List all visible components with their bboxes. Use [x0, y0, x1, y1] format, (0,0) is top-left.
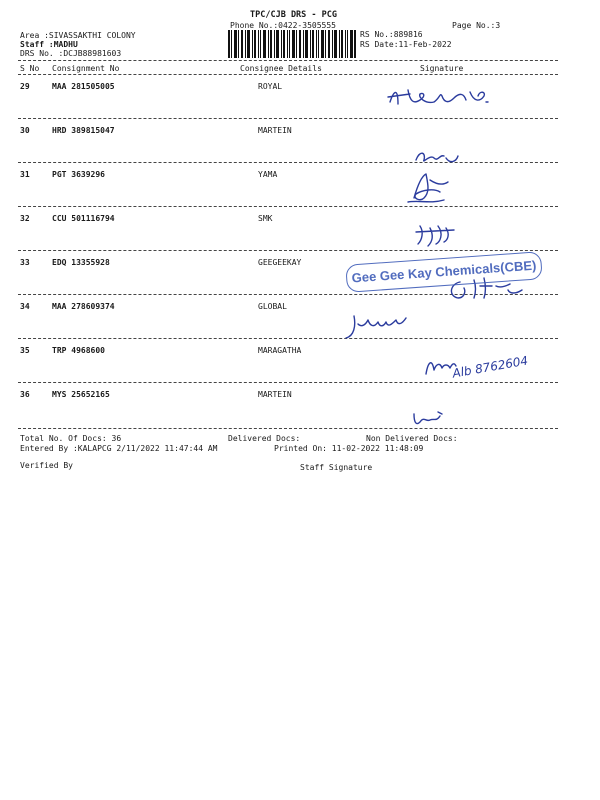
- consignee-name: YAMA: [258, 170, 278, 179]
- divider: [18, 382, 558, 383]
- divider: [18, 338, 558, 339]
- printed-on: Printed On: 11-02-2022 11:48:09: [274, 444, 424, 453]
- consignment-number: HRD 389815047: [52, 126, 115, 135]
- staff-label: Staff :MADHU: [20, 40, 78, 49]
- consignee-name: SMK: [258, 214, 273, 223]
- col-signature: Signature: [420, 64, 464, 73]
- col-consignee: Consignee Details: [240, 64, 322, 73]
- row-number: 34: [20, 302, 30, 311]
- company-stamp: Gee Gee Kay Chemicals(CBE): [345, 251, 542, 293]
- page-number: Page No.:3: [452, 21, 501, 30]
- divider: [18, 60, 558, 61]
- staff-signature-label: Staff Signature: [300, 463, 373, 472]
- area-label: Area :SIVASSAKTHI COLONY: [20, 31, 136, 40]
- signature-yama: [400, 170, 460, 206]
- consignment-number: TRP 4968600: [52, 346, 105, 355]
- consignment-number: MAA 281505005: [52, 82, 115, 91]
- consignee-name: MARTEIN: [258, 126, 292, 135]
- divider: [18, 206, 558, 207]
- divider: [18, 74, 558, 75]
- signature-royal: [380, 80, 510, 116]
- delivered-docs: Delivered Docs:: [228, 434, 301, 443]
- non-delivered-docs: Non Delivered Docs:: [366, 434, 458, 443]
- divider: [18, 250, 558, 251]
- consignee-name: ROYAL: [258, 82, 283, 91]
- row-number: 36: [20, 390, 30, 399]
- report-title: TPC/CJB DRS - PCG: [250, 10, 337, 20]
- row-number: 32: [20, 214, 30, 223]
- consignment-number: EDQ 13355928: [52, 258, 110, 267]
- drs-number: DRS No. :DCJB88981603: [20, 49, 122, 58]
- consignee-name: MARTEIN: [258, 390, 292, 399]
- row-number: 29: [20, 82, 30, 91]
- divider: [18, 428, 558, 429]
- consignment-number: MAA 278609374: [52, 302, 115, 311]
- row-number: 31: [20, 170, 30, 179]
- rs-date: RS Date:11-Feb-2022: [360, 40, 452, 49]
- row-number: 35: [20, 346, 30, 355]
- total-docs: Total No. Of Docs: 36: [20, 434, 122, 443]
- handwritten-phone-note: Alb 8762604: [451, 353, 530, 381]
- col-s-no: S No: [20, 64, 40, 73]
- row-number: 30: [20, 126, 30, 135]
- verified-by: Verified By: [20, 461, 73, 470]
- signature-martein: [410, 146, 470, 168]
- consignment-number: MYS 25652165: [52, 390, 110, 399]
- col-consignment: Consignment No: [52, 64, 120, 73]
- consignment-number: PGT 3639296: [52, 170, 105, 179]
- signature-global: [340, 306, 420, 346]
- signature-smk: [410, 220, 460, 250]
- consignee-name: GLOBAL: [258, 302, 287, 311]
- entered-by: Entered By :KALAPCG 2/11/2022 11:47:44 AM: [20, 444, 218, 453]
- consignee-name: MARAGATHA: [258, 346, 302, 355]
- phone-number: Phone No.:0422-3505555: [230, 21, 336, 30]
- rs-number: RS No.:889816: [360, 30, 423, 39]
- barcode-image: [228, 30, 356, 58]
- consignment-number: CCU 501116794: [52, 214, 115, 223]
- divider: [18, 162, 558, 163]
- consignee-name: GEEGEEKAY: [258, 258, 302, 267]
- divider: [18, 118, 558, 119]
- signature-martein-2: [408, 406, 448, 430]
- row-number: 33: [20, 258, 30, 267]
